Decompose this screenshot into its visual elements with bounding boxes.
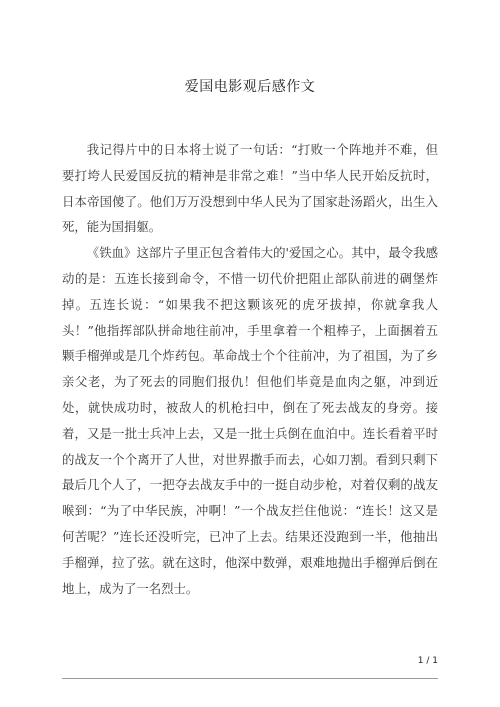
paragraph-1: 我记得片中的日本将士说了一句话：“打败一个阵地并不难，但要打垮人民爱国反抗的精神是非常之难！”当中华人民开始反抗时，日本帝国傻了。他们万万没想到中华人民为了国家赴汤蹈火，出生入死，能为国捐躯。 bbox=[62, 142, 438, 235]
document-title: 爱国电影观后感作文 bbox=[184, 79, 316, 95]
page-number: 1 / 1 bbox=[417, 656, 438, 666]
paragraph-2: 《铁血》这部片子里正包含着伟大的'爱国之心。其中，最令我感动的是：五连长接到命令，不惜一切代价把阻止部队前进的碉堡炸掉。五连长说：“如果我不把这颗该死的虎牙拔掉，你就拿我人头！”他指挥部队拼命地往前冲，手里拿着一个粗棒子，上面捆着五颗手榴弹或是几个炸药包。革命战士个个往前冲，为了祖国，为了乡亲父老，为了死去的同胞们报仇！但他们毕竟是血肉之躯，冲到近处，就快成功时，被敌人的机枪扫中，倒在了死去战友的身旁。接着，又是一批士兵冲上去，又是一批士兵倒在血泊中。连长看着平时的战友一个个离开了人世，对世界撒手而去，心如刀割。看到只剩下最后几个人了，一把夺去战友手中的一挺自动步枪，对着仅剩的战友喉到：“为了中华民族，冲啊！”一个战友拦住他说：“连长！这又是何苦呢？”连长还没听完，已冲了上去。结果还没跑到一半，他抽出手榴弹，拉了弦。就在这时，他深中数弹，艰难地抛出手榴弹后倒在地上，成为了一名烈士。 bbox=[62, 245, 438, 596]
document-body bbox=[62, 137, 438, 601]
footer-divider bbox=[62, 678, 438, 679]
